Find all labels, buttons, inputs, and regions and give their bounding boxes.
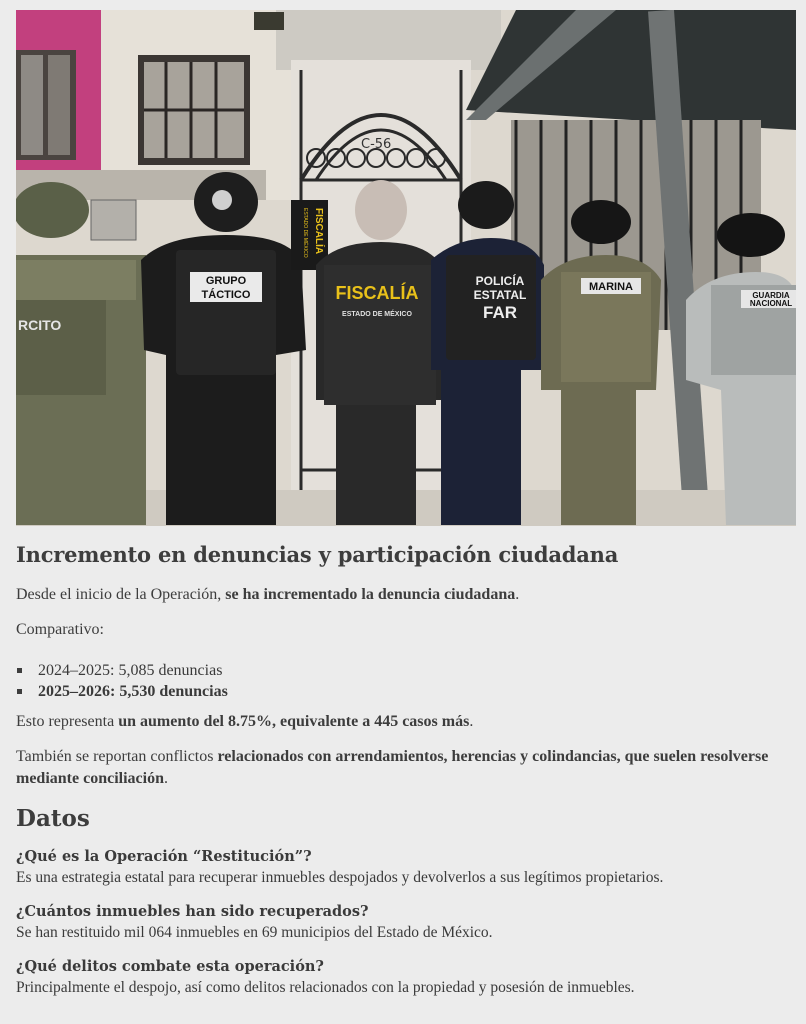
svg-text:TÁCTICO: TÁCTICO [201,289,251,301]
article-photo [16,10,796,526]
list-item: 2024–2025: 5,085 denuncias [16,660,790,681]
svg-text:GUARDIA: GUARDIA [752,291,790,300]
comparison-list [16,660,790,702]
increase-paragraph: Esto representa un aumento del 8.75%, equivalente a 445 casos más. [16,713,474,730]
section-title: Incremento en denuncias y participación ciudadana [16,542,619,567]
svg-text:RCITO: RCITO [18,317,62,333]
faq-answer: Se han restituido mil 064 inmuebles en 69 municipios del Estado de México. [16,924,493,941]
svg-text:FISCALÍA: FISCALÍA [335,283,419,303]
faq-item [16,956,790,998]
svg-text:ESTADO DE MÉXICO: ESTADO DE MÉXICO [342,311,412,318]
list-item: 2025–2026: 5,530 denuncias [16,681,790,702]
article-body [16,540,790,1011]
datos-heading: Datos [16,805,90,832]
officers-photo-illustration [16,10,796,526]
faq-item [16,901,790,943]
intro-paragraph: Desde el inicio de la Operación, se ha incrementado la denuncia ciudadana. [16,586,520,603]
faq-question: ¿Cuántos inmuebles han sido recuperados? [16,903,369,920]
svg-text:FISCALÍA: FISCALÍA [313,208,324,255]
faq-answer: Principalmente el despojo, así como delitos relacionados con la propiedad y posesión de inmuebles. [16,979,635,996]
door-number: C-56 [361,137,392,152]
faq-item [16,846,790,888]
svg-text:GRUPO: GRUPO [205,275,247,287]
svg-text:POLICÍA: POLICÍA [475,274,525,288]
comparativo-label: Comparativo: [16,621,104,638]
conflicts-paragraph: También se reportan conflictos relacionados con arrendamientos, herencias y colindancias, que suelen resolverse mediante conciliación. [16,748,769,787]
faq-answer: Es una estrategia estatal para recuperar inmuebles despojados y devolverlos a sus legítimos propietarios. [16,869,664,886]
svg-text:FAR: FAR [483,303,517,322]
svg-text:ESTATAL: ESTATAL [473,288,527,302]
faq-question: ¿Qué es la Operación “Restitución”? [16,848,312,865]
svg-text:NACIONAL: NACIONAL [749,299,793,308]
faq-question: ¿Qué delitos combate esta operación? [16,958,324,975]
svg-text:ESTADO DE MÉXICO: ESTADO DE MÉXICO [302,208,308,258]
svg-text:MARINA: MARINA [589,281,633,293]
